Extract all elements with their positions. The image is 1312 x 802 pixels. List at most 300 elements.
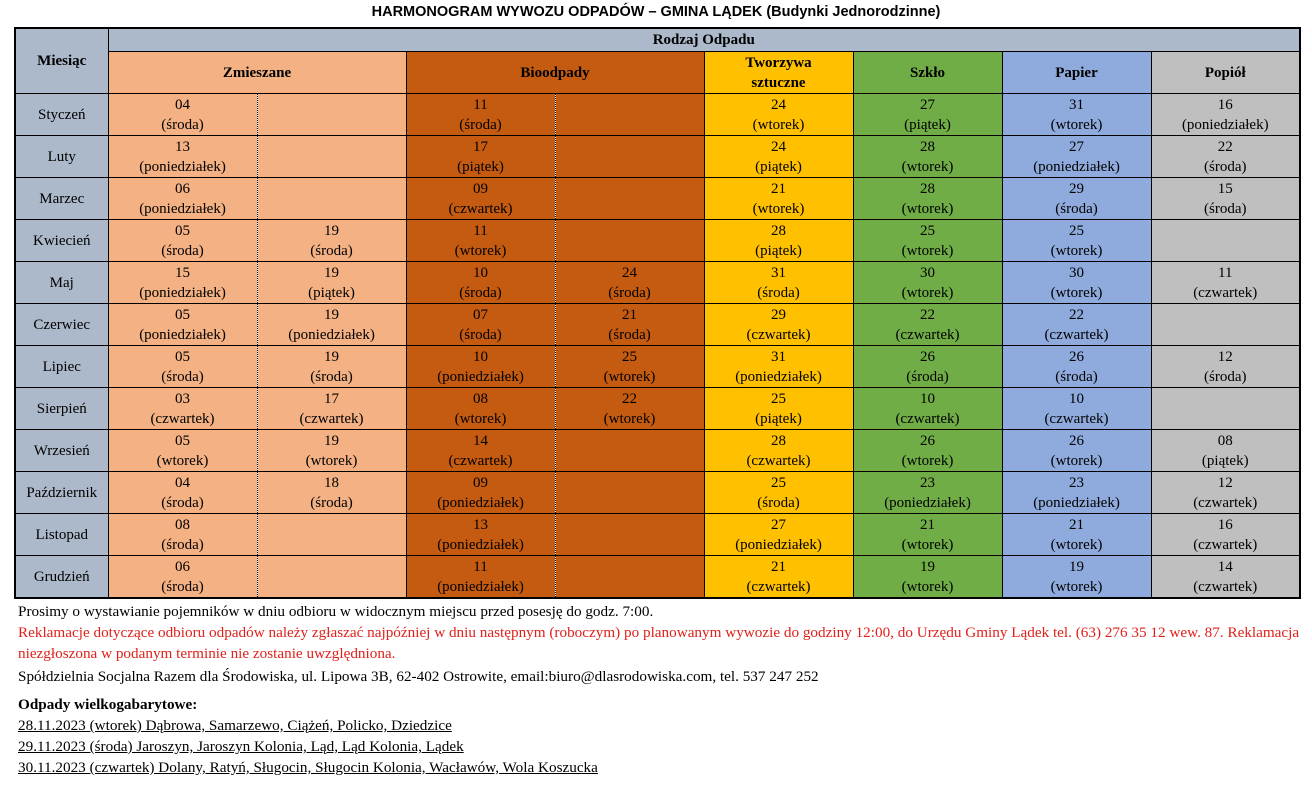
pickup-weekday: (środa) — [161, 578, 204, 595]
pickup-weekday: (wtorek) — [901, 158, 954, 175]
cell-popiol — [1151, 346, 1300, 388]
pickup-day: 31 — [771, 348, 786, 365]
pickup-weekday: (poniedziałek) — [1033, 158, 1120, 175]
pickup-weekday: (środa) — [161, 536, 204, 553]
pickup-weekday: (poniedziałek) — [437, 536, 524, 553]
cell-zmieszane-1 — [108, 304, 257, 346]
table-row — [15, 514, 1300, 556]
pickup-weekday: (środa) — [161, 494, 204, 511]
notes-section — [18, 601, 1303, 778]
pickup-day: 05 — [175, 348, 190, 365]
cell-bioodpady-1 — [406, 346, 555, 388]
pickup-weekday: (piątek) — [755, 158, 802, 175]
table-row — [15, 220, 1300, 262]
table-row — [15, 262, 1300, 304]
table-row — [15, 304, 1300, 346]
pickup-day: 25 — [1069, 222, 1084, 239]
pickup-day: 09 — [473, 474, 488, 491]
pickup-day: 25 — [622, 348, 637, 365]
cell-papier — [1002, 136, 1151, 178]
pickup-weekday: (piątek) — [1201, 452, 1249, 469]
pickup-weekday: (wtorek) — [1050, 284, 1103, 301]
col-header-bioodpady: Bioodpady — [406, 52, 704, 94]
pickup-day: 21 — [920, 516, 935, 533]
cell-popiol — [1151, 472, 1300, 514]
pickup-day: 16 — [1217, 516, 1233, 533]
bulky-waste-title: Odpady wielkogabarytowe: — [18, 696, 198, 713]
col-header-tworzywa-line2: sztuczne — [751, 74, 806, 91]
pickup-weekday: (czwartek) — [746, 326, 811, 343]
cell-zmieszane-1 — [108, 94, 257, 136]
pickup-day: 28 — [920, 180, 935, 197]
pickup-day: 25 — [771, 390, 786, 407]
pickup-day: 12 — [1217, 474, 1233, 491]
bulky-date-2: 29.11.2023 (środa) Jaroszyn, Jaroszyn Kolonia, Ląd, Ląd Kolonia, Lądek — [18, 738, 464, 755]
cell-zmieszane-1 — [108, 136, 257, 178]
pickup-day: 06 — [175, 558, 190, 575]
pickup-weekday: (poniedziałek) — [139, 326, 226, 343]
pickup-weekday: (środa) — [310, 494, 353, 511]
cell-popiol — [1151, 94, 1300, 136]
cell-bioodpady-2 — [555, 472, 704, 514]
pickup-weekday: (czwartek) — [299, 410, 364, 427]
cell-tworzywa — [704, 136, 853, 178]
pickup-weekday: (poniedziałek) — [139, 284, 226, 301]
pickup-day: 28 — [920, 138, 935, 155]
pickup-day: 15 — [175, 264, 190, 281]
pickup-weekday: (wtorek) — [752, 116, 805, 133]
pickup-day: 27 — [771, 516, 786, 533]
cell-bioodpady-2 — [555, 262, 704, 304]
pickup-weekday: (środa) — [608, 284, 651, 301]
month-cell: Luty — [15, 136, 108, 178]
pickup-weekday: (wtorek) — [1050, 536, 1103, 553]
pickup-day: 04 — [175, 96, 190, 113]
pickup-day: 26 — [920, 432, 935, 449]
pickup-weekday: (środa) — [459, 284, 502, 301]
pickup-weekday: (piątek) — [755, 410, 802, 427]
pickup-day: 05 — [175, 306, 190, 323]
pickup-day: 24 — [771, 96, 786, 113]
cell-popiol — [1151, 178, 1300, 220]
cell-bioodpady-2 — [555, 136, 704, 178]
month-cell: Marzec — [15, 178, 108, 220]
page-title: HARMONOGRAM WYWOZU ODPADÓW – GMINA LĄDEK (Budynki Jednorodzinne) — [371, 4, 941, 20]
pickup-day: 22 — [920, 306, 935, 323]
pickup-day: 22 — [1217, 138, 1233, 155]
pickup-weekday: (wtorek) — [603, 368, 656, 385]
cell-tworzywa — [704, 556, 853, 599]
pickup-day: 05 — [175, 222, 190, 239]
cell-bioodpady-1 — [406, 472, 555, 514]
cell-bioodpady-2 — [555, 220, 704, 262]
table-row — [15, 94, 1300, 136]
cell-bioodpady-2 — [555, 430, 704, 472]
complaint-note: Reklamacje dotyczące odbioru odpadów należy zgłaszać najpóźniej w dniu następnym (roboczym) po planowanym wywozie do godziny 12:00, do Urzędu Gminy Lądek tel. (63) 276 35 12 wew. 87. Reklamacja niezgłoszona w podanym terminie nie zostanie uwzględniona. — [18, 624, 1300, 662]
month-cell: Kwiecień — [15, 220, 108, 262]
pickup-day: 26 — [1069, 348, 1084, 365]
pickup-day: 05 — [175, 432, 190, 449]
placement-note: Prosimy o wystawianie pojemników w dniu odbioru w widocznym miejscu przed posesję do godz. 7:00. — [18, 603, 654, 620]
pickup-day: 19 — [324, 264, 339, 281]
table-row — [15, 472, 1300, 514]
cell-szklo — [853, 346, 1002, 388]
pickup-weekday: (środa) — [161, 242, 204, 259]
pickup-weekday: (środa) — [608, 326, 651, 343]
pickup-day: 11 — [473, 96, 488, 113]
cell-szklo — [853, 304, 1002, 346]
cell-szklo — [853, 388, 1002, 430]
table-row — [15, 556, 1300, 599]
cell-papier — [1002, 220, 1151, 262]
pickup-weekday: (wtorek) — [1050, 578, 1103, 595]
cell-szklo — [853, 430, 1002, 472]
pickup-weekday: (poniedziałek) — [288, 326, 375, 343]
cell-bioodpady-1 — [406, 94, 555, 136]
cell-popiol — [1151, 304, 1300, 346]
pickup-day: 23 — [920, 474, 935, 491]
pickup-day: 08 — [175, 516, 190, 533]
pickup-day: 22 — [622, 390, 637, 407]
cell-zmieszane-2 — [257, 262, 406, 304]
pickup-weekday: (wtorek) — [901, 200, 954, 217]
cell-papier — [1002, 556, 1151, 599]
month-cell: Maj — [15, 262, 108, 304]
cell-bioodpady-1 — [406, 388, 555, 430]
pickup-day: 16 — [1217, 96, 1233, 113]
pickup-day: 11 — [1218, 264, 1233, 281]
cell-tworzywa — [704, 304, 853, 346]
pickup-day: 31 — [771, 264, 786, 281]
col-header-popiol: Popiół — [1151, 52, 1300, 94]
cell-papier — [1002, 178, 1151, 220]
cell-popiol — [1151, 388, 1300, 430]
cell-papier — [1002, 472, 1151, 514]
pickup-weekday: (środa) — [757, 284, 800, 301]
cell-papier — [1002, 94, 1151, 136]
pickup-day: 21 — [771, 180, 786, 197]
pickup-day: 30 — [920, 264, 935, 281]
pickup-weekday: (poniedziałek) — [139, 200, 226, 217]
pickup-weekday: (środa) — [757, 494, 800, 511]
cell-popiol — [1151, 556, 1300, 599]
pickup-weekday: (czwartek) — [448, 452, 513, 469]
pickup-day: 11 — [473, 558, 488, 575]
pickup-weekday: (wtorek) — [901, 578, 954, 595]
cell-tworzywa — [704, 430, 853, 472]
cell-zmieszane-2 — [257, 514, 406, 556]
cell-bioodpady-1 — [406, 178, 555, 220]
pickup-day: 10 — [1069, 390, 1084, 407]
cell-tworzywa — [704, 262, 853, 304]
pickup-weekday: (czwartek) — [1193, 536, 1258, 553]
cell-tworzywa — [704, 178, 853, 220]
pickup-weekday: (czwartek) — [1044, 410, 1109, 427]
cell-bioodpady-2 — [555, 304, 704, 346]
pickup-day: 14 — [1217, 558, 1233, 575]
pickup-weekday: (piątek) — [904, 116, 951, 133]
pickup-weekday: (poniedziałek) — [1181, 116, 1269, 133]
header-row-top — [15, 28, 1300, 52]
header-row-sub — [15, 52, 1300, 94]
cell-zmieszane-2 — [257, 430, 406, 472]
table-row — [15, 388, 1300, 430]
col-header-tworzywa — [704, 52, 853, 94]
cell-tworzywa — [704, 472, 853, 514]
cell-bioodpady-2 — [555, 346, 704, 388]
cell-zmieszane-1 — [108, 388, 257, 430]
bulky-date-1: 28.11.2023 (wtorek) Dąbrowa, Samarzewo, Ciążeń, Policko, Dziedzice — [18, 717, 452, 734]
month-cell: Styczeń — [15, 94, 108, 136]
cell-bioodpady-2 — [555, 514, 704, 556]
pickup-day: 04 — [175, 474, 190, 491]
pickup-day: 19 — [324, 222, 339, 239]
pickup-weekday: (wtorek) — [901, 284, 954, 301]
pickup-day: 06 — [175, 180, 190, 197]
cell-zmieszane-1 — [108, 556, 257, 599]
pickup-day: 07 — [473, 306, 488, 323]
cell-popiol — [1151, 220, 1300, 262]
table-row — [15, 136, 1300, 178]
pickup-day: 21 — [622, 306, 637, 323]
pickup-weekday: (wtorek) — [752, 200, 805, 217]
cell-tworzywa — [704, 514, 853, 556]
pickup-weekday: (wtorek) — [305, 452, 358, 469]
col-header-szklo: Szkło — [853, 52, 1002, 94]
pickup-weekday: (czwartek) — [150, 410, 215, 427]
month-cell: Grudzień — [15, 556, 108, 599]
pickup-day: 28 — [771, 432, 786, 449]
pickup-day: 19 — [324, 306, 339, 323]
pickup-day: 28 — [771, 222, 786, 239]
pickup-weekday: (piątek) — [308, 284, 355, 301]
cell-tworzywa — [704, 220, 853, 262]
pickup-day: 15 — [1217, 180, 1233, 197]
cell-szklo — [853, 136, 1002, 178]
pickup-day: 09 — [473, 180, 488, 197]
pickup-day: 25 — [920, 222, 935, 239]
group-header: Rodzaj Odpadu — [108, 28, 1300, 52]
pickup-weekday: (czwartek) — [1193, 494, 1258, 511]
pickup-weekday: (wtorek) — [901, 452, 954, 469]
pickup-day: 10 — [473, 348, 488, 365]
pickup-weekday: (środa) — [1055, 200, 1098, 217]
pickup-weekday: (czwartek) — [1193, 578, 1258, 595]
pickup-day: 17 — [473, 138, 488, 155]
pickup-weekday: (środa) — [906, 368, 949, 385]
cell-szklo — [853, 472, 1002, 514]
pickup-day: 08 — [1217, 432, 1233, 449]
pickup-day: 11 — [473, 222, 488, 239]
cell-tworzywa — [704, 94, 853, 136]
pickup-day: 19 — [324, 348, 339, 365]
cell-szklo — [853, 514, 1002, 556]
cell-zmieszane-2 — [257, 94, 406, 136]
pickup-weekday: (czwartek) — [448, 200, 513, 217]
pickup-day: 24 — [622, 264, 637, 281]
bulky-date-3: 30.11.2023 (czwartek) Dolany, Ratyń, Sługocin, Sługocin Kolonia, Wacławów, Wola Koszucka — [18, 759, 598, 776]
cell-bioodpady-2 — [555, 94, 704, 136]
pickup-day: 26 — [920, 348, 935, 365]
cell-popiol — [1151, 136, 1300, 178]
cell-zmieszane-2 — [257, 136, 406, 178]
col-header-papier: Papier — [1002, 52, 1151, 94]
pickup-day: 03 — [175, 390, 190, 407]
pickup-day: 21 — [1069, 516, 1084, 533]
month-cell: Sierpień — [15, 388, 108, 430]
cell-bioodpady-1 — [406, 304, 555, 346]
cell-zmieszane-2 — [257, 556, 406, 599]
cell-zmieszane-2 — [257, 304, 406, 346]
cell-papier — [1002, 430, 1151, 472]
pickup-day: 27 — [1069, 138, 1084, 155]
pickup-weekday: (wtorek) — [156, 452, 209, 469]
pickup-day: 26 — [1069, 432, 1084, 449]
pickup-weekday: (czwartek) — [895, 410, 960, 427]
cell-zmieszane-1 — [108, 472, 257, 514]
month-cell: Listopad — [15, 514, 108, 556]
cell-papier — [1002, 388, 1151, 430]
cell-tworzywa — [704, 346, 853, 388]
pickup-weekday: (środa) — [1204, 158, 1247, 175]
cell-bioodpady-1 — [406, 514, 555, 556]
pickup-day: 29 — [1069, 180, 1084, 197]
pickup-day: 18 — [324, 474, 339, 491]
pickup-weekday: (poniedziałek) — [437, 578, 524, 595]
pickup-weekday: (czwartek) — [1193, 284, 1258, 301]
pickup-weekday: (wtorek) — [454, 242, 507, 259]
pickup-day: 19 — [920, 558, 935, 575]
pickup-weekday: (wtorek) — [1050, 242, 1103, 259]
pickup-day: 21 — [771, 558, 786, 575]
pickup-day: 19 — [324, 432, 339, 449]
month-cell: Lipiec — [15, 346, 108, 388]
pickup-day: 30 — [1069, 264, 1084, 281]
table-row — [15, 430, 1300, 472]
pickup-day: 23 — [1069, 474, 1084, 491]
schedule-body — [15, 94, 1300, 599]
pickup-day: 08 — [473, 390, 488, 407]
col-header-tworzywa-line1: Tworzywa — [745, 54, 812, 71]
month-cell: Wrzesień — [15, 430, 108, 472]
pickup-weekday: (poniedziałek) — [735, 368, 822, 385]
pickup-day: 10 — [920, 390, 935, 407]
pickup-weekday: (czwartek) — [746, 578, 811, 595]
cell-zmieszane-1 — [108, 430, 257, 472]
pickup-weekday: (poniedziałek) — [1033, 494, 1120, 511]
cell-papier — [1002, 304, 1151, 346]
pickup-weekday: (wtorek) — [1050, 116, 1103, 133]
cell-szklo — [853, 262, 1002, 304]
cell-papier — [1002, 262, 1151, 304]
pickup-day: 22 — [1069, 306, 1084, 323]
pickup-day: 17 — [324, 390, 339, 407]
month-header: Miesiąc — [15, 28, 108, 94]
cell-zmieszane-1 — [108, 514, 257, 556]
cell-zmieszane-2 — [257, 178, 406, 220]
cell-szklo — [853, 178, 1002, 220]
cell-bioodpady-2 — [555, 178, 704, 220]
pickup-weekday: (środa) — [161, 116, 204, 133]
pickup-day: 13 — [473, 516, 488, 533]
pickup-day: 12 — [1217, 348, 1233, 365]
cell-zmieszane-1 — [108, 262, 257, 304]
cell-bioodpady-1 — [406, 556, 555, 599]
cell-zmieszane-2 — [257, 472, 406, 514]
cell-bioodpady-2 — [555, 388, 704, 430]
pickup-weekday: (poniedziałek) — [139, 158, 226, 175]
cell-bioodpady-1 — [406, 262, 555, 304]
table-row — [15, 178, 1300, 220]
pickup-weekday: (środa) — [459, 326, 502, 343]
pickup-weekday: (środa) — [310, 242, 353, 259]
cell-zmieszane-2 — [257, 346, 406, 388]
cell-zmieszane-1 — [108, 178, 257, 220]
pickup-weekday: (wtorek) — [901, 536, 954, 553]
cell-bioodpady-1 — [406, 220, 555, 262]
pickup-weekday: (środa) — [310, 368, 353, 385]
col-header-zmieszane: Zmieszane — [108, 52, 406, 94]
pickup-day: 24 — [771, 138, 786, 155]
pickup-weekday: (środa) — [1204, 368, 1247, 385]
cell-szklo — [853, 220, 1002, 262]
cell-szklo — [853, 556, 1002, 599]
pickup-weekday: (wtorek) — [1050, 452, 1103, 469]
contractor-address: Spółdzielnia Socjalna Razem dla Środowiska, ul. Lipowa 3B, 62-402 Ostrowite, email:biuro@dlasrodowiska.com, tel. 537 247 252 — [18, 668, 819, 685]
pickup-weekday: (poniedziałek) — [884, 494, 971, 511]
pickup-day: 10 — [473, 264, 488, 281]
pickup-weekday: (środa) — [1055, 368, 1098, 385]
pickup-day: 27 — [920, 96, 935, 113]
pickup-weekday: (wtorek) — [901, 242, 954, 259]
pickup-day: 29 — [771, 306, 786, 323]
cell-popiol — [1151, 430, 1300, 472]
pickup-weekday: (środa) — [161, 368, 204, 385]
pickup-weekday: (środa) — [459, 116, 502, 133]
cell-zmieszane-1 — [108, 346, 257, 388]
cell-bioodpady-1 — [406, 136, 555, 178]
cell-szklo — [853, 94, 1002, 136]
pickup-day: 19 — [1069, 558, 1084, 575]
pickup-day: 31 — [1069, 96, 1084, 113]
table-row — [15, 346, 1300, 388]
cell-bioodpady-2 — [555, 556, 704, 599]
pickup-day: 14 — [473, 432, 488, 449]
pickup-weekday: (czwartek) — [1044, 326, 1109, 343]
cell-zmieszane-1 — [108, 220, 257, 262]
pickup-weekday: (wtorek) — [603, 410, 656, 427]
cell-popiol — [1151, 514, 1300, 556]
cell-papier — [1002, 346, 1151, 388]
pickup-weekday: (poniedziałek) — [437, 368, 524, 385]
pickup-weekday: (piątek) — [457, 158, 504, 175]
cell-popiol — [1151, 262, 1300, 304]
pickup-day: 13 — [175, 138, 190, 155]
pickup-weekday: (środa) — [1204, 200, 1247, 217]
cell-zmieszane-2 — [257, 388, 406, 430]
pickup-weekday: (poniedziałek) — [735, 536, 822, 553]
pickup-weekday: (piątek) — [755, 242, 802, 259]
cell-bioodpady-1 — [406, 430, 555, 472]
pickup-weekday: (wtorek) — [454, 410, 507, 427]
month-cell: Czerwiec — [15, 304, 108, 346]
pickup-weekday: (poniedziałek) — [437, 494, 524, 511]
schedule-table — [14, 27, 1301, 599]
pickup-weekday: (czwartek) — [746, 452, 811, 469]
month-cell: Październik — [15, 472, 108, 514]
pickup-day: 25 — [771, 474, 786, 491]
cell-tworzywa — [704, 388, 853, 430]
